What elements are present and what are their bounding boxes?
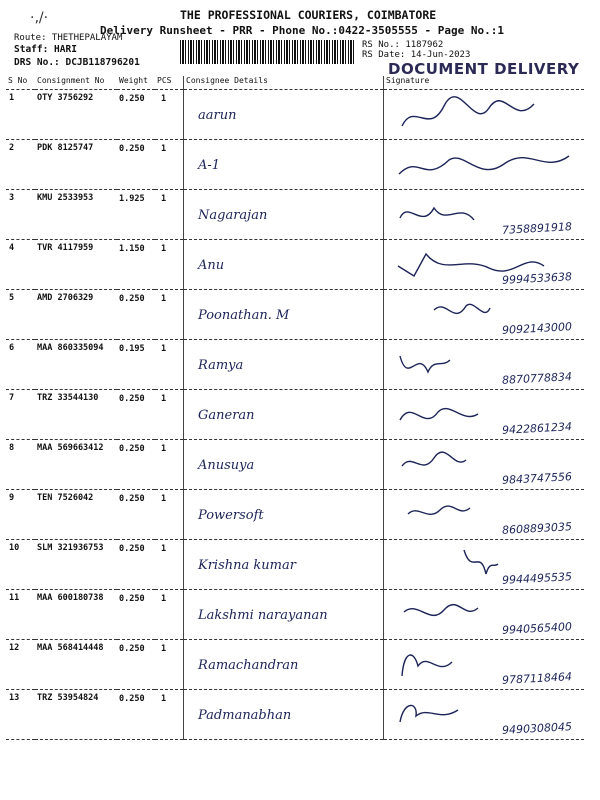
handwritten-phone: 9843747556 [501,470,573,487]
row-consignee [184,140,384,190]
row-sno: 2 [6,140,35,190]
table-row [6,90,584,140]
row-sno: 5 [6,290,35,340]
corner-scribble: ·‚/· [30,10,49,26]
row-consignment-no: TRZ 53954824 [35,690,117,740]
row-signature [384,640,585,690]
delivery-table [6,76,584,740]
row-sno: 3 [6,190,35,240]
table-row [6,690,584,740]
row-signature [384,340,585,390]
row-consignee [184,390,384,440]
consignee-handwriting: Padmanabhan [198,708,292,723]
signature-scribble [394,96,584,136]
row-weight: 0.250 [117,640,155,690]
col-consignment: Consignment No [35,76,117,90]
row-consignment-no: MAA 860335094 [35,340,117,390]
table-row [6,140,584,190]
row-sno: 11 [6,590,35,640]
row-consignment-no: OTY 3756292 [35,90,117,140]
row-consignment-no: MAA 569663412 [35,440,117,490]
row-consignment-no: TRZ 33544130 [35,390,117,440]
consignee-handwriting: Ganeran [198,408,255,423]
row-consignee [184,540,384,590]
table-row [6,190,584,240]
row-pcs: 1 [155,190,184,240]
table-row [6,540,584,590]
route-label: Route: THETHEPALAYAM [14,33,123,43]
row-pcs: 1 [155,440,184,490]
handwritten-phone: 8608893035 [501,520,573,537]
table-row [6,240,584,290]
row-signature [384,190,585,240]
row-signature [384,590,585,640]
consignee-handwriting: Krishna kumar [198,558,296,573]
row-consignee [184,690,384,740]
row-pcs: 1 [155,240,184,290]
signature-scribble [394,146,584,186]
row-weight: 0.250 [117,290,155,340]
row-weight: 0.250 [117,590,155,640]
row-pcs: 1 [155,340,184,390]
row-signature [384,390,585,440]
row-consignment-no: AMD 2706329 [35,290,117,340]
table-row [6,490,584,540]
table-row [6,640,584,690]
row-sno: 13 [6,690,35,740]
row-pcs: 1 [155,490,184,540]
row-consignee [184,590,384,640]
handwritten-phone: 9490308045 [501,720,573,737]
row-sno: 12 [6,640,35,690]
table-row [6,590,584,640]
row-signature [384,540,585,590]
rs-date: RS Date: 14-Jun-2023 [362,50,471,60]
col-consignee: Consignee Details [184,76,384,90]
row-weight: 0.250 [117,540,155,590]
row-pcs: 1 [155,290,184,340]
row-consignment-no: TVR 4117959 [35,240,117,290]
handwritten-phone: 9940565400 [501,620,573,637]
row-consignee [184,340,384,390]
col-weight: Weight [117,76,155,90]
row-weight: 0.250 [117,690,155,740]
consignee-handwriting: Anusuya [198,458,255,473]
row-consignment-no: TEN 7526042 [35,490,117,540]
row-weight: 0.250 [117,440,155,490]
consignee-handwriting: Powersoft [198,508,264,523]
row-weight: 0.250 [117,90,155,140]
rs-number: RS No.: 1187962 [362,40,444,50]
row-signature [384,690,585,740]
row-consignment-no: MAA 568414448 [35,640,117,690]
consignee-handwriting: Ramachandran [198,658,299,673]
row-pcs: 1 [155,90,184,140]
row-weight: 1.925 [117,190,155,240]
row-consignee [184,490,384,540]
staff-label: Staff: HARI [14,44,77,55]
row-sno: 9 [6,490,35,540]
row-weight: 0.250 [117,490,155,540]
runsheet-title: Delivery Runsheet - PRR - Phone No.:0422-3505555 - Page No.:1 [100,24,504,37]
row-weight: 0.250 [117,140,155,190]
row-consignment-no: SLM 321936753 [35,540,117,590]
table-header-row [6,76,584,90]
row-signature [384,490,585,540]
row-signature [384,440,585,490]
row-signature [384,290,585,340]
barcode [180,40,356,64]
consignee-handwriting: A-1 [198,158,221,173]
row-consignee [184,90,384,140]
consignee-handwriting: Poonathan. M [198,308,290,323]
consignee-handwriting: Anu [198,258,225,273]
row-pcs: 1 [155,390,184,440]
row-weight: 1.150 [117,240,155,290]
row-consignment-no: MAA 600180738 [35,590,117,640]
row-consignee [184,240,384,290]
row-pcs: 1 [155,690,184,740]
row-weight: 0.195 [117,340,155,390]
row-signature [384,90,585,140]
row-sno: 4 [6,240,35,290]
table-row [6,290,584,340]
consignee-handwriting: Ramya [198,358,244,373]
row-sno: 8 [6,440,35,490]
row-consignee [184,290,384,340]
consignee-handwriting: Lakshmi narayanan [198,608,328,623]
row-sno: 6 [6,340,35,390]
handwritten-phone: 7358891918 [501,220,573,237]
handwritten-phone: 9422861234 [501,420,573,437]
table-row [6,440,584,490]
row-signature [384,140,585,190]
row-consignment-no: PDK 8125747 [35,140,117,190]
row-pcs: 1 [155,640,184,690]
row-signature [384,240,585,290]
row-sno: 10 [6,540,35,590]
consignee-handwriting: Nagarajan [198,208,268,223]
consignee-handwriting: aarun [198,108,237,123]
row-sno: 1 [6,90,35,140]
row-pcs: 1 [155,140,184,190]
row-pcs: 1 [155,590,184,640]
row-pcs: 1 [155,540,184,590]
row-consignee [184,640,384,690]
row-sno: 7 [6,390,35,440]
col-signature: Signature [384,76,585,90]
row-weight: 0.250 [117,390,155,440]
handwritten-phone: 9944495535 [501,570,573,587]
table-row [6,390,584,440]
handwritten-phone: 8870778834 [501,370,573,387]
document-delivery-stamp: DOCUMENT DELIVERY [388,60,580,78]
table-row [6,340,584,390]
handwritten-phone: 9092143000 [501,320,573,337]
row-consignee [184,440,384,490]
drs-number: DRS No.: DCJB118796201 [14,57,140,68]
handwritten-phone: 9994533638 [501,270,573,287]
row-consignee [184,190,384,240]
company-name: THE PROFESSIONAL COURIERS, COIMBATORE [180,8,437,22]
row-consignment-no: KMU 2533953 [35,190,117,240]
col-pcs: PCS [155,76,184,90]
col-sno: S No [6,76,35,90]
handwritten-phone: 9787118464 [501,670,573,687]
